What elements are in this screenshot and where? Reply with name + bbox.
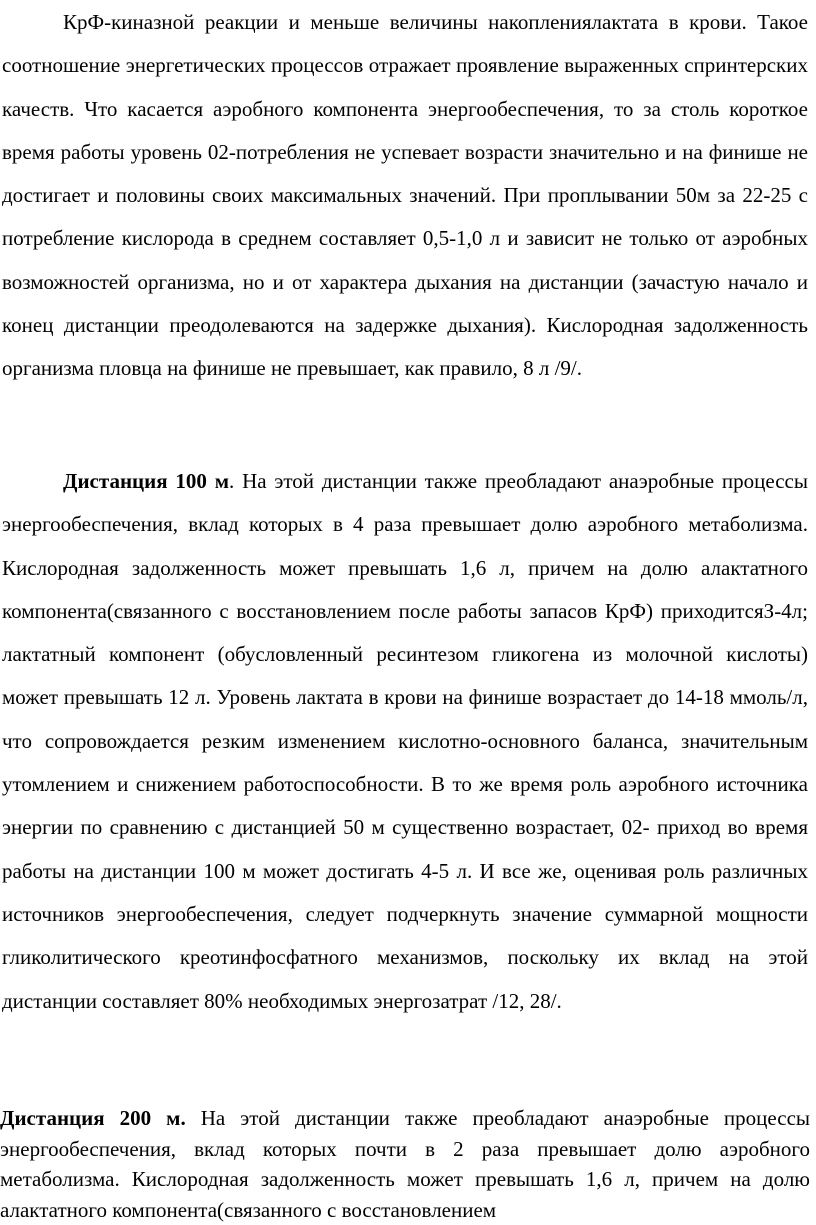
paragraph-2-text: . На этой дистанции также преобладают анаэробные процессы энергообеспечения, вклад которых в 4 раза превышает долю аэробного метаболизма. Кислородная задолженность может превышать 1,6 л, причем на долю алактатного компонента(связанного с восстановлением после работы запасов КрФ) приходитсяЗ-4л; лактатный компонент (обусловленный ресинтезом гликогена из молочной кислоты) может превышать 12 л. Уровень лактата в крови на финише возрастает до 14-18 ммоль/л, что сопровождается резким изменением кислотно-основного баланса, значительным утомлением и снижением работоспособности. В то же время роль аэробного источника энергии по сравнению с дистанцией 50 м существенно возрастает, 02- приход во время работы на дистанции 100 м может достигать 4-5 л. И все же, оценивая роль различных источников энергообеспечения, следует подчеркнуть значение суммарной мощности гликолитического креотинфосфатного механизмов, поскольку их вклад на этой дистанции составляет 80% необходимых энергозатрат /12, 28/. [2,469,808,1013]
paragraph-1 [2,1,808,391]
paragraph-3 [0,1103,810,1225]
paragraph-2 [2,460,808,1023]
paragraph-1-text: КрФ-киназной реакции и меньше величины накоплениялактата в крови. Такое соотношение энергетических процессов отражает проявление выраженных спринтерских качеств. Что касается аэробного компонента энергообеспечения, то за столь короткое время работы уровень 02-потребления не успевает возрасти значительно и на финише не достигает и половины своих максимальных значений. При проплывании 50м за 22-25 с потребление кислорода в среднем составляет 0,5-1,0 л и зависит не только от аэробных возможностей организма, но и от характера дыхания на дистанции (зачастую начало и конец дистанции преодолеваются на задержке дыхания). Кислородная задолженность организма пловца на финише не превышает, как правило, 8 л /9/. [2,10,808,381]
paragraph-3-heading: Дистанция 200 м. [0,1106,186,1130]
paragraph-2-heading: Дистанция 100 м [63,469,230,493]
paragraph-3-text: На этой дистанции также преобладают анаэробные процессы энергообеспечения, вклад которых почти в 2 раза превышает долю аэробного метаболизма. Кислородная задолженность может превышать 1,6 л, причем на долю алактатного компонента(связанного с восстановлением [0,1106,810,1222]
